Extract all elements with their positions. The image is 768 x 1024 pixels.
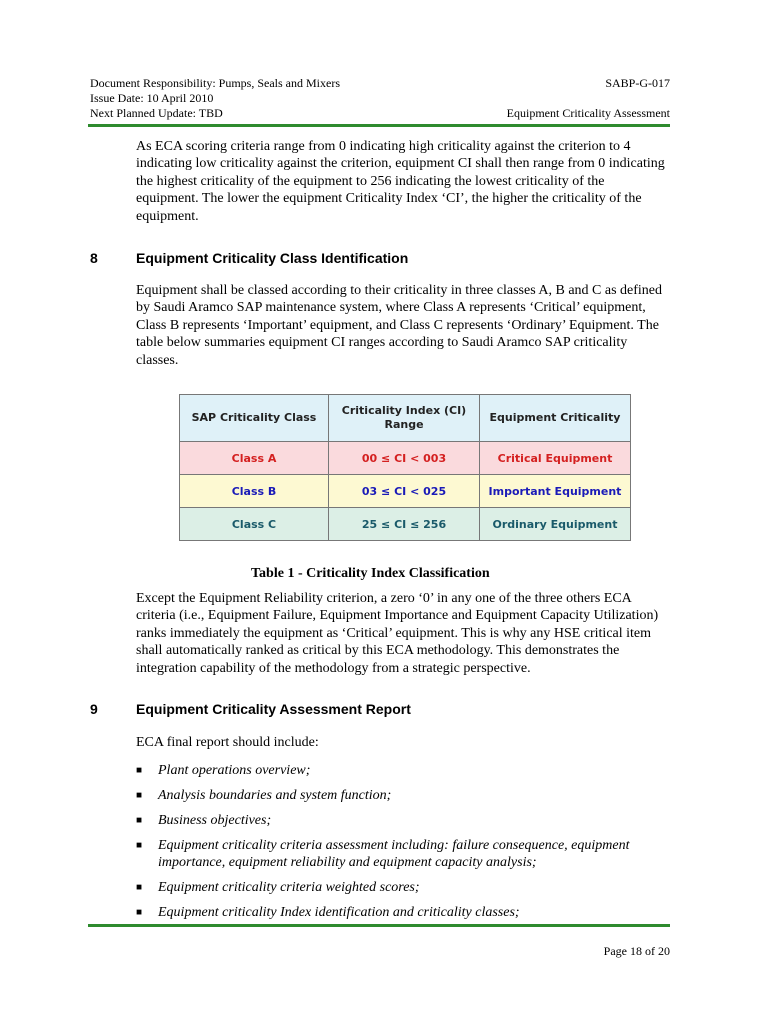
table-caption: Table 1 - Criticality Index Classification [251,566,490,581]
list-item: ■ Plant operations overview; [136,763,311,778]
table-header-range: Criticality Index (CI) Range [329,395,480,442]
table-cell-range: 00 ≤ CI < 003 [329,442,480,475]
table-cell-criticality: Critical Equipment [480,442,631,475]
bullet-icon: ■ [136,790,143,801]
table-cell-class: Class A [180,442,329,475]
bullet-icon: ■ [136,907,143,918]
page-number: Page 18 of 20 [603,944,670,958]
footer-rule [88,924,670,927]
table-header-class: SAP Criticality Class [180,395,329,442]
table-cell-class: Class C [180,508,329,541]
table-cell-criticality: Important Equipment [480,475,631,508]
table-row [180,442,631,475]
section-9-title: Equipment Criticality Assessment Report [136,701,411,717]
list-item: ■ Equipment criticality criteria weighted scores; [136,880,420,895]
bullet-icon: ■ [136,815,143,826]
header-responsibility: Document Responsibility: Pumps, Seals and Mixers [90,76,340,90]
bullet-icon: ■ [136,765,143,776]
table-header-criticality: Equipment Criticality [480,395,631,442]
section-9-lead: ECA final report should include: [136,735,319,750]
section-8-number: 8 [90,250,98,266]
table-cell-criticality: Ordinary Equipment [480,508,631,541]
table-cell-class: Class B [180,475,329,508]
report-bullet-list [136,762,670,929]
list-item: ■ Business objectives; [136,813,272,828]
intro-paragraph: As ECA scoring criteria range from 0 indicating high criticality against the criterion to 4 indicating low criticality against the criterion, equipment CI shall then range from 0 indicating the highest criticality of the equipment to 256 indicating the lowest criticality of the equipment. The lower the equipment Criticality Index ‘CI’, the higher the criticality of the equipment. [136,139,665,224]
bullet-icon: ■ [136,840,143,851]
table-row [180,508,631,541]
table-row [180,475,631,508]
table-cell-range: 03 ≤ CI < 025 [329,475,480,508]
after-table-paragraph: Except the Equipment Reliability criterion, a zero ‘0’ in any one of the three others ECA criteria (i.e., Equipment Failure, Equipment Importance and Equipment Capacity Utilization) ranks immediately the equipment as ‘Critical’ equipment. This is why any HSE critical item shall automatically ranked as critical by this ECA methodology. This demonstrates the integration capability of the methodology from a strategic perspective. [136,591,659,676]
header-doc-title: Equipment Criticality Assessment [506,106,670,120]
header-rule [88,124,670,127]
list-item: ■ Analysis boundaries and system function; [136,788,392,803]
header-next-update: Next Planned Update: TBD [90,106,223,120]
section-8-paragraph: Equipment shall be classed according to their criticality in three classes A, B and C as defined by Saudi Aramco SAP maintenance system, where Class A represents ‘Critical’ equipment, Class B represents ‘Important’ equipment, and Class C represents ‘Ordinary’ Equipment. The table below summaries equipment CI ranges according to Saudi Aramco SAP criticality classes. [136,283,663,368]
table-cell-range: 25 ≤ CI ≤ 256 [329,508,480,541]
page-header [90,76,670,121]
list-item: ■ Equipment criticality criteria assessment including: failure consequence, equipment importance, equipment reliability and equipment capacity analysis; [136,838,630,870]
criticality-table [179,394,631,541]
table-header-row [180,395,631,442]
section-8-title: Equipment Criticality Class Identification [136,250,409,266]
list-item: ■ Equipment criticality Index identification and criticality classes; [136,905,520,920]
header-doc-id: SABP-G-017 [605,76,670,90]
section-9-number: 9 [90,701,98,717]
header-issue-date: Issue Date: 10 April 2010 [90,91,214,105]
bullet-icon: ■ [136,882,143,893]
